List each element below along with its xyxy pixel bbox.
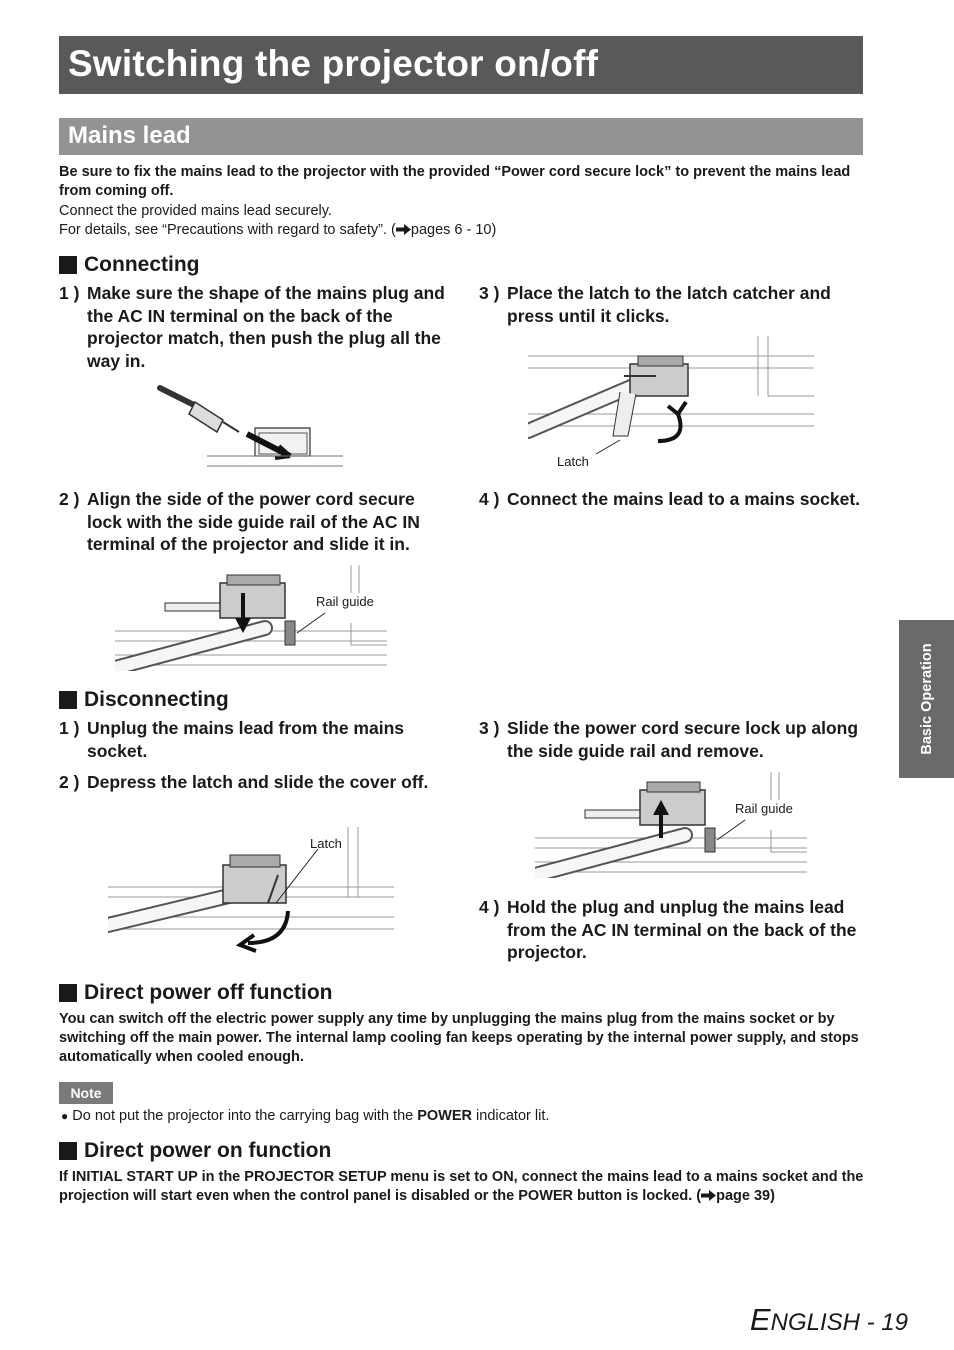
direct-off-heading [59, 981, 333, 1005]
side-chapter-tab [899, 620, 954, 778]
intro-line-2-ref: pages 6 - 10) [410, 222, 497, 238]
connect-step-4 [479, 488, 869, 511]
direct-on-heading-text: Direct power on function [84, 1139, 332, 1162]
note-item [61, 1107, 549, 1126]
depress-latch-illustration [108, 825, 394, 953]
step-number: 3 ) [479, 283, 500, 303]
step-text: Place the latch to the latch catcher and press until it clicks. [507, 283, 831, 326]
connect-step-1 [59, 282, 449, 372]
step-text: Slide the power cord secure lock up along the side guide rail and remove. [507, 718, 859, 761]
square-bullet-icon [59, 691, 77, 709]
step-text: Make sure the shape of the mains plug and the AC IN terminal on the back of the projector match, then push the plug all the way in. [87, 283, 445, 371]
step-text: Depress the latch and slide the cover off. [87, 772, 429, 792]
plug-insert-illustration [155, 380, 350, 470]
note-text-pre: Do not put the projector into the carrying bag with the [72, 1108, 418, 1124]
arrow-ref-icon [396, 222, 411, 233]
intro-warning: Be sure to fix the mains lead to the projector with the provided “Power cord secure lock” to prevent the mains lead from coming off. [59, 164, 851, 199]
step-number: 3 ) [479, 718, 500, 738]
step-number: 1 ) [59, 718, 80, 738]
connecting-heading [59, 253, 200, 277]
step-number: 2 ) [59, 489, 80, 509]
disconnect-step-1 [59, 717, 449, 762]
direct-off-heading-text: Direct power off function [84, 981, 333, 1004]
step-number: 1 ) [59, 283, 80, 303]
disconnecting-heading [59, 688, 229, 712]
rail-guide-label-connect: Rail guide [316, 594, 374, 609]
step-number: 4 ) [479, 489, 500, 509]
intro-line-2-pre: For details, see “Precautions with regard to safety”. ( [59, 222, 396, 238]
intro-line-1: Connect the provided mains lead securely. [59, 203, 332, 219]
rail-guide-label-disconnect: Rail guide [735, 801, 793, 816]
disconnect-step-3 [479, 717, 869, 762]
note-text-post: indicator lit. [472, 1108, 550, 1124]
step-number: 4 ) [479, 897, 500, 917]
bullet-icon: ● [61, 1109, 69, 1123]
disconnect-step-2 [59, 771, 449, 794]
footer-page-number: NGLISH - 19 [770, 1309, 908, 1336]
page-title: Switching the projector on/off [68, 43, 599, 84]
intro-line-2 [59, 221, 496, 240]
side-chapter-tab-label: Basic Operation [918, 643, 935, 755]
disconnecting-heading-text: Disconnecting [84, 688, 229, 711]
latch-catcher-illustration [528, 336, 814, 456]
step-text: Align the side of the power cord secure lock with the side guide rail of the AC IN terminal of the projector and slide it in. [87, 489, 420, 554]
disconnect-step-4 [479, 896, 869, 964]
square-bullet-icon [59, 256, 77, 274]
square-bullet-icon [59, 1142, 77, 1160]
step-text: Hold the plug and unplug the mains lead from the AC IN terminal on the back of the projector. [507, 897, 857, 962]
connect-step-3 [479, 282, 869, 327]
section-title-bar [59, 118, 863, 155]
square-bullet-icon [59, 984, 77, 1002]
connect-step-2 [59, 488, 449, 556]
page-footer [750, 1302, 908, 1338]
footer-language-initial: E [749, 1302, 771, 1337]
direct-on-text [59, 1168, 864, 1206]
direct-on-heading [59, 1139, 331, 1163]
latch-label-disconnect: Latch [310, 836, 342, 851]
note-text-bold: POWER [417, 1108, 473, 1124]
direct-on-text-ref: page 39) [716, 1188, 775, 1204]
direct-off-text: You can switch off the electric power supply any time by unplugging the mains plug from the mains socket or by switching off the main power. The internal lamp cooling fan keeps operating by the internal power supply, and stops automatically when cooled enough. [59, 1011, 859, 1065]
step-text: Unplug the mains lead from the mains socket. [87, 718, 404, 761]
note-tag: Note [59, 1082, 113, 1104]
connecting-heading-text: Connecting [84, 253, 200, 276]
step-number: 2 ) [59, 772, 80, 792]
direct-on-text-pre: If INITIAL START UP in the PROJECTOR SETUP menu is set to ON, connect the mains lead to a mains socket and the projection will start even when the control panel is disabled or the POWER button is locked. ( [59, 1169, 864, 1204]
latch-label-connect: Latch [557, 454, 589, 469]
section-title: Mains lead [68, 122, 191, 149]
arrow-ref-icon [701, 1188, 716, 1199]
rail-guide-slide-in-illustration [115, 563, 387, 671]
page-title-bar [59, 36, 863, 94]
rail-guide-slide-up-illustration [535, 770, 807, 878]
step-text: Connect the mains lead to a mains socket. [507, 489, 861, 509]
